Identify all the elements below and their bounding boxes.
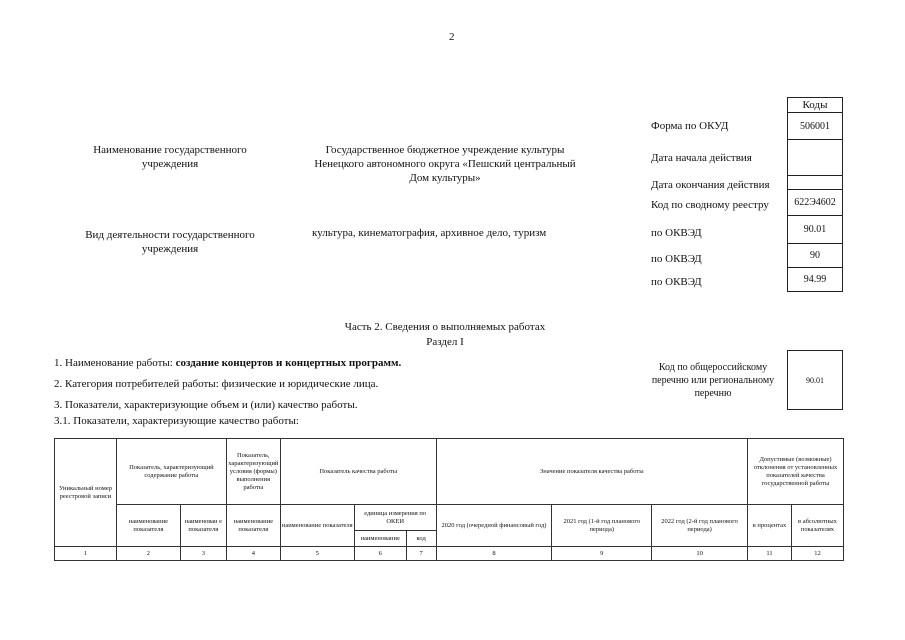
header-year-2020: 2020 год (очередной финансовый год) [436,505,552,547]
header-conditions: Показатель, характеризующий условия (формы) выполнения работы [226,439,280,505]
header-absolute: в абсолютных показателях [791,505,843,547]
catalog-code-value: 90.01 [787,350,843,410]
header-quality: Показатель качества работы [280,439,436,505]
code-okud: 506001 [788,113,843,140]
page-number: 2 [449,31,455,43]
column-number: 10 [652,547,748,561]
work-name: 1. Наименование работы: создание концертов и концертных программ. [54,357,402,369]
header-unit: единица измерения по ОКЕИ [354,505,436,531]
column-number: 8 [436,547,552,561]
header-content: Показатель, характеризующий содержание работы [116,439,226,505]
header-year-2021: 2021 год (1-й год планового периода) [552,505,652,547]
column-number: 9 [552,547,652,561]
code-okved-1: 90.01 [788,216,843,244]
quality-indicators-heading: 3.1. Показатели, характеризующие качество работы: [54,415,299,427]
header-conditions-name: наименование показателя [226,505,280,547]
indicators-heading: 3. Показатели, характеризующие объем и (или) качество работы. [54,399,358,411]
header-unit-name: наименование [354,531,406,547]
header-percent: в процентах [748,505,792,547]
column-number: 1 [55,547,117,561]
label-okud: Форма по ОКУД [651,120,729,132]
column-number: 7 [406,547,436,561]
label-okved-1: по ОКВЭД [651,227,702,239]
column-number: 5 [280,547,354,561]
code-start-date [788,140,843,176]
label-okved-3: по ОКВЭД [651,276,702,288]
label-start-date: Дата начала действия [651,152,752,164]
activity-value: культура, кинематография, архивное дело, туризм [312,227,547,239]
institution-name: Государственное бюджетное учреждение культуры Ненецкого автономного округа «Пешский центральный Дом культуры» [314,144,576,184]
quality-table [54,438,844,561]
code-okved-2: 90 [788,244,843,268]
activity-label: Вид деятельности государственного учреждения [85,229,255,255]
header-content-name-2: наименован е показателя [180,505,226,547]
part-title: Часть 2. Сведения о выполняемых работах [344,321,546,333]
header-registry: Уникальный номер реестровой записи [55,439,117,547]
codes-header: Коды [788,98,843,113]
code-end-date [788,176,843,190]
column-number: 6 [354,547,406,561]
column-number: 2 [116,547,180,561]
column-number: 11 [748,547,792,561]
header-content-name-1: наименование показателя [116,505,180,547]
label-registry: Код по сводному реестру [651,199,769,211]
consumer-category: 2. Категория потребителей работы: физические и юридические лица. [54,378,379,390]
code-registry: 622Э4602 [788,190,843,216]
label-okved-2: по ОКВЭД [651,253,702,265]
label-end-date: Дата окончания действия [651,179,770,191]
header-quality-name: наименование показателя [280,505,354,547]
header-year-2022: 2022 год (2-й год планового периода) [652,505,748,547]
header-unit-code: код [406,531,436,547]
column-number: 12 [791,547,843,561]
column-number: 3 [180,547,226,561]
section-title: Раздел I [426,336,464,348]
column-number: 4 [226,547,280,561]
codes-table [787,97,843,292]
header-deviation: Допустимые (возможные) отклонения от установленных показателей качества государственной работы [748,439,844,505]
catalog-code-label: Код по общероссийскому перечню или региональному перечню [651,362,775,399]
header-value: Значение показателя качества работы [436,439,747,505]
code-okved-3: 94.99 [788,268,843,292]
institution-label: Наименование государственного учреждения [93,144,247,170]
